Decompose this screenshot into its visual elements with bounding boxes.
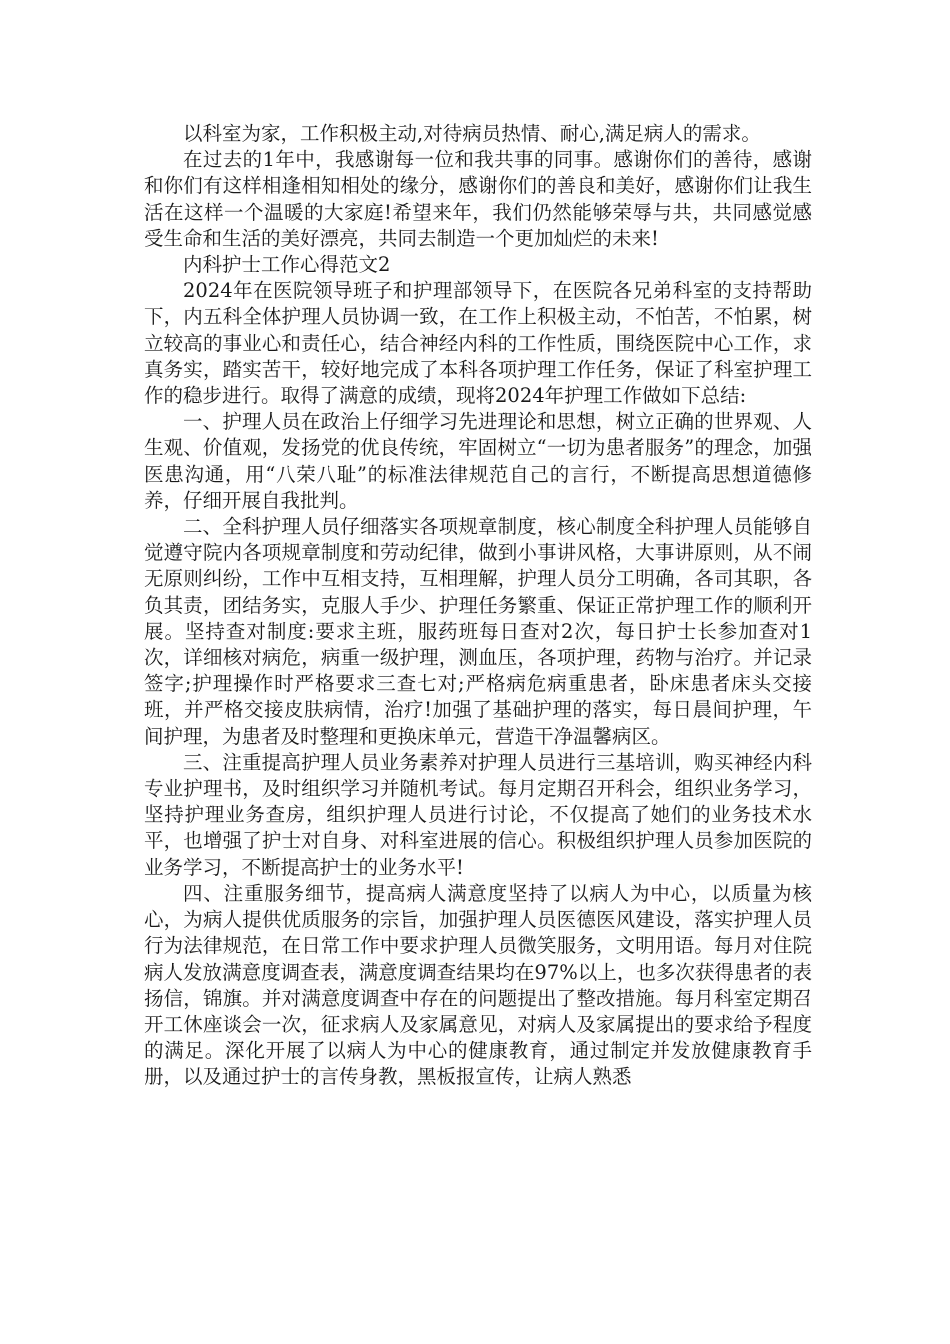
paragraph-3: 2024年在医院领导班子和护理部领导下，在医院各兄弟科室的支持帮助下，内五科全体护理人员协调一致，在工作上积极主动，不怕苦，不怕累，树立较高的事业心和责任心，结合神经内科的工作性质，围绕医院中心工作，求真务实，踏实苦干，较好地完成了本科各项护理工作任务，保证了科室护理工作的稳步进行。取得了满意的成绩，现将2024年护理工作做如下总结: [144,279,812,408]
section-title: 内科护士工作心得范文2 [183,253,391,277]
paragraph-1: 以科室为家，工作积极主动,对待病员热情、耐心,满足病人的需求。 [183,122,761,145]
document-body [144,121,812,1091]
paragraph-5: 二、全科护理人员仔细落实各项规章制度，核心制度全科护理人员能够自觉遵守院内各项规章制度和劳动纪律，做到小事讲风格，大事讲原则，从不闹无原则纠纷，工作中互相支持，互相理解，护理人员分工明确，各司其职，各负其责，团结务实，克服人手少、护理任务繁重、保证正常护理工作的顺利开展。坚持查对制度:要求主班，服药班每日查对2次，每日护士长参加查对1次，详细核对病危，病重一级护理，测血压，各项护理，药物与治疗。并记录签字;护理操作时严格要求三查七对;严格病危病重患者，卧床患者床头交接班，并严格交接皮肤病情，治疗!加强了基础护理的落实，每日晨间护理，午间护理，为患者及时整理和更换床单元，营造干净温馨病区。 [144,515,812,748]
paragraph-7: 四、注重服务细节，提高病人满意度坚持了以病人为中心，以质量为核心，为病人提供优质服务的宗旨，加强护理人员医德医风建设，落实护理人员行为法律规范，在日常工作中要求护理人员微笑服务，文明用语。每月对住院病人发放满意度调查表，满意度调查结果均在97%以上，也多次获得患者的表扬信，锦旗。并对满意度调查中存在的问题提出了整改措施。每月科室定期召开工休座谈会一次，征求病人及家属意见，对病人及家属提出的要求给予程度的满足。深化开展了以病人为中心的健康教育，通过制定并发放健康教育手册，以及通过护士的言传身教，黑板报宣传，让病人熟悉 [144,881,812,1089]
paragraph-4: 一、护理人员在政治上仔细学习先进理论和思想，树立正确的世界观、人生观、价值观，发扬党的优良传统，牢固树立“一切为患者服务”的理念，加强医患沟通，用“八荣八耻”的标准法律规范自己的言行，不断提高思想道德修养，仔细开展自我批判。 [144,410,812,512]
paragraph-2: 在过去的1年中，我感谢每一位和我共事的同事。感谢你们的善待，感谢和你们有这样相逢相知相处的缘分，感谢你们的善良和美好，感谢你们让我生活在这样一个温暖的大家庭!希望来年，我们仍然能够荣辱与共，共同感觉感受生命和生活的美好漂亮，共同去制造一个更加灿烂的未来! [144,148,812,250]
paragraph-6: 三、注重提高护理人员业务素养对护理人员进行三基培训，购买神经内科专业护理书，及时组织学习并随机考试。每月定期召开科会，组织业务学习，坚持护理业务查房，组织护理人员进行讨论，不仅提高了她们的业务技术水平，也增强了护士对自身、对科室进展的信心。积极组织护理人员参加医院的业务学习，不断提高护士的业务水平! [144,750,812,879]
